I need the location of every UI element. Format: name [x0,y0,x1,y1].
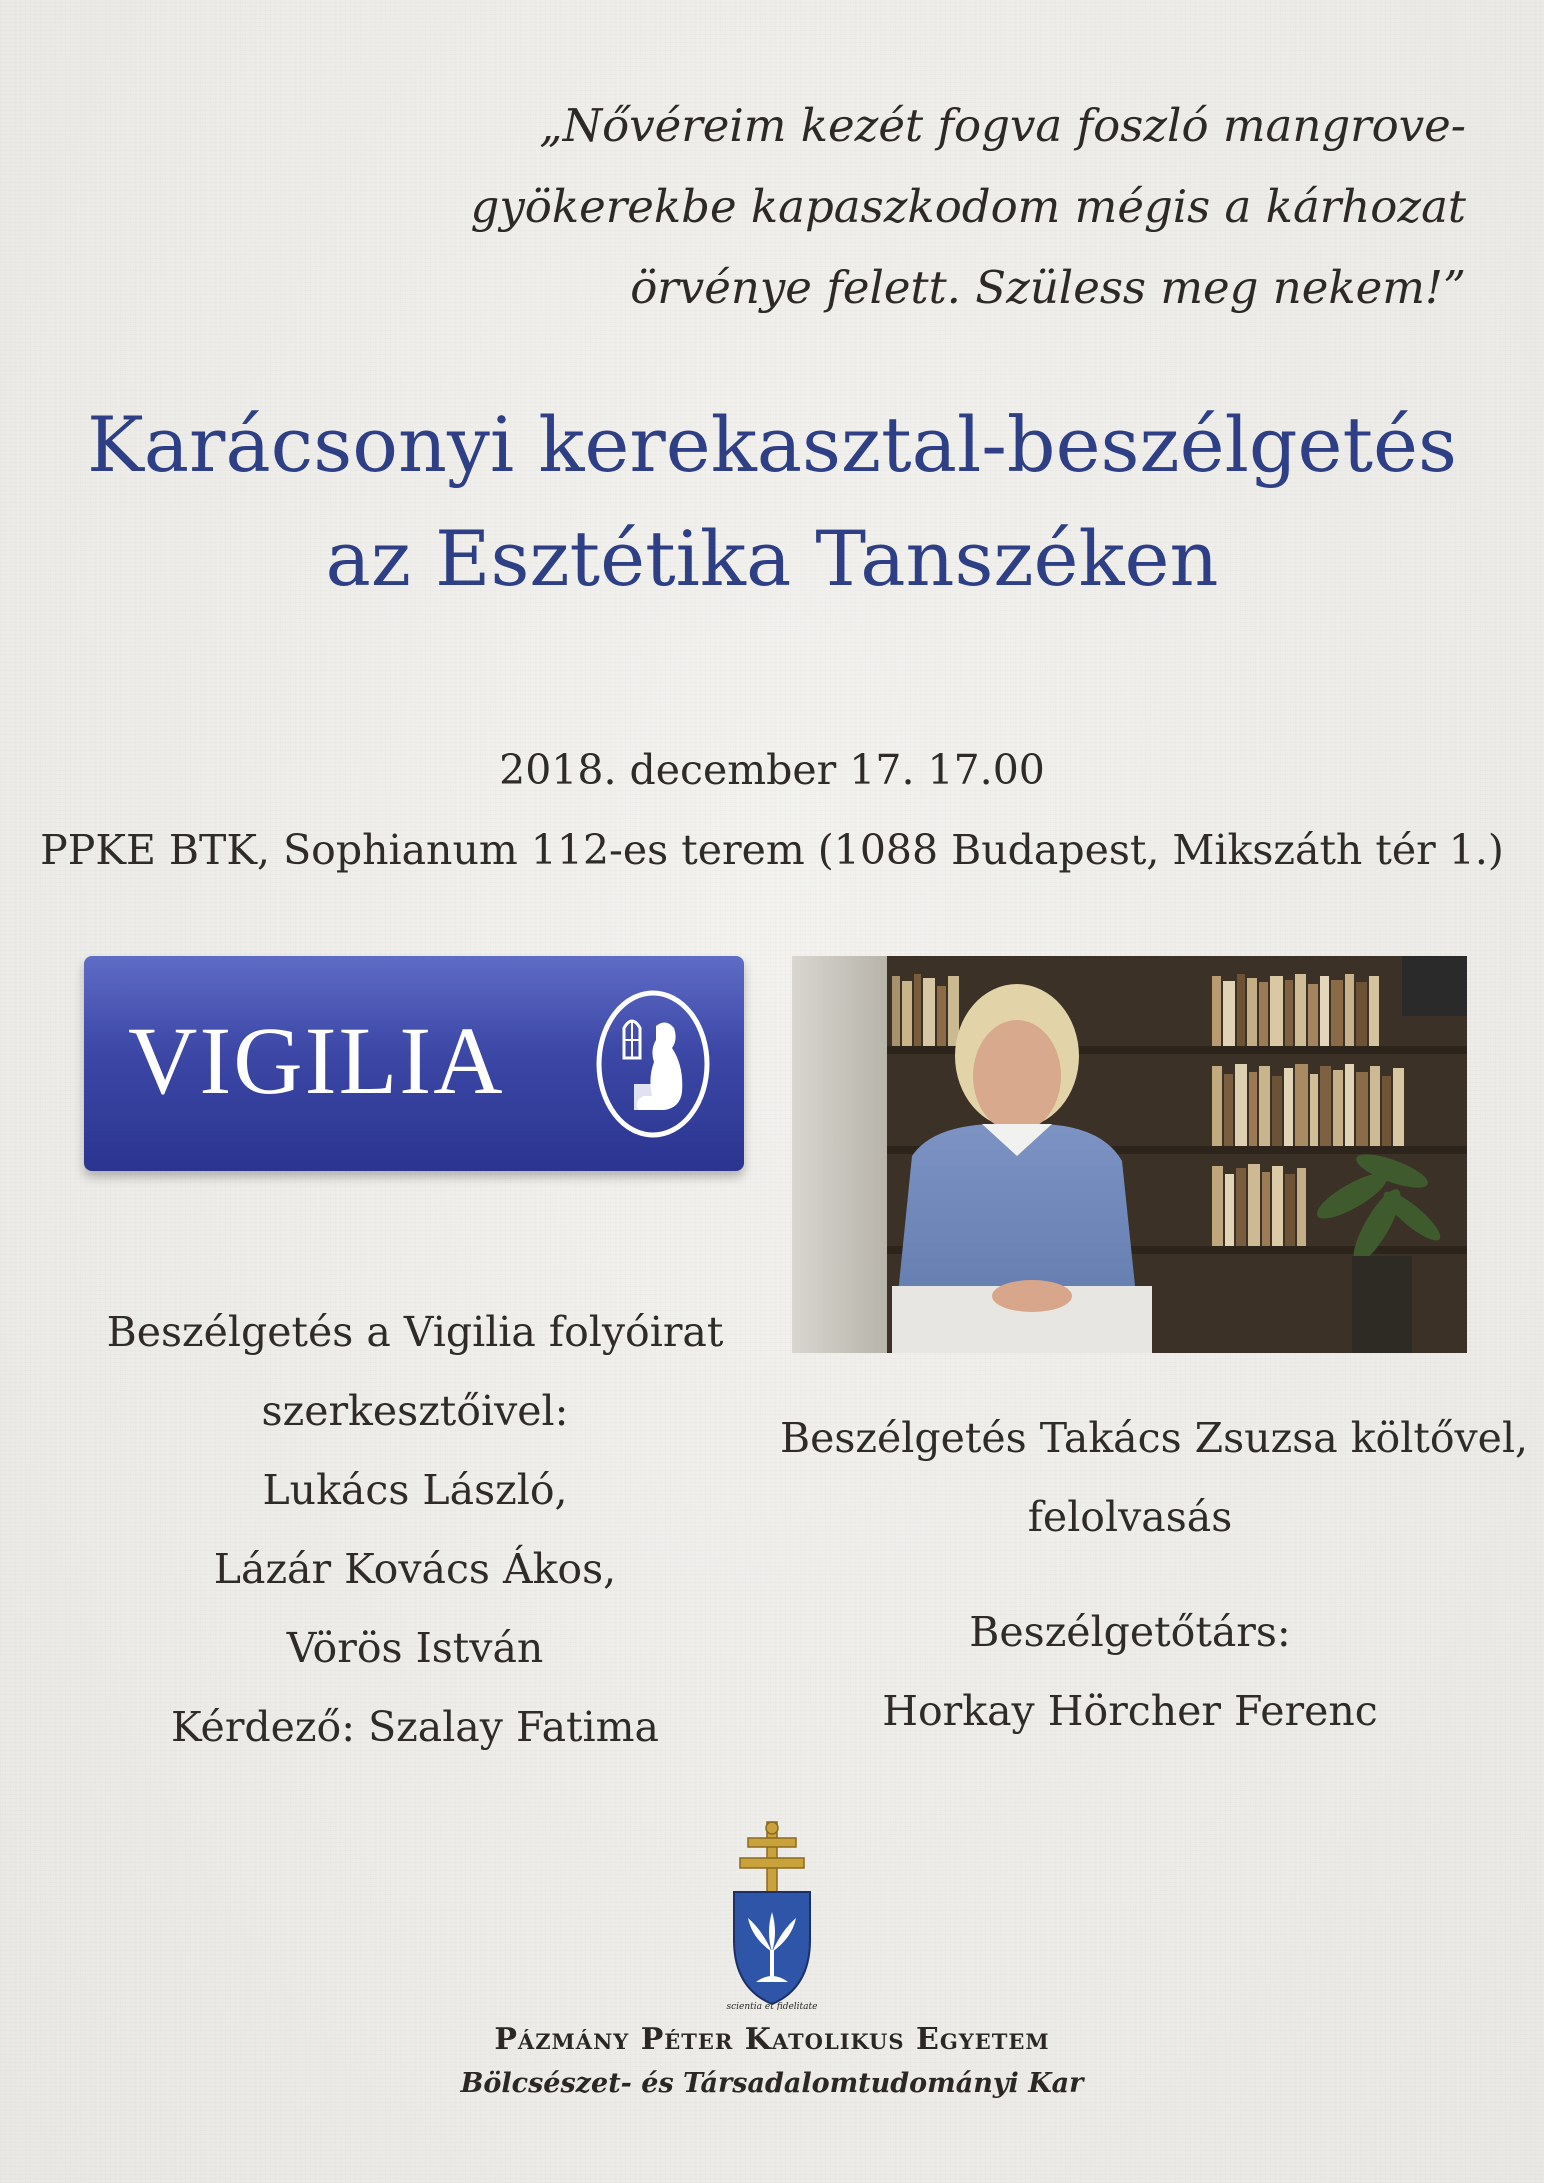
partner-name: Horkay Hörcher Ferenc [882,1687,1378,1735]
event-title [0,388,1544,616]
title-line-1: Karácsonyi kerekasztal-beszélgetés [86,400,1458,489]
university-name: Pázmány Péter Katolikus Egyetem [494,2022,1050,2057]
event-venue: PPKE BTK, Sophianum 112-es terem (1088 Budapest, Mikszáth tér 1.) [40,826,1504,874]
university-crest-icon [726,1820,818,2010]
left-col-line: Beszélgetés a Vigilia folyóirat [106,1308,724,1356]
title-line-2: az Esztétika Tanszéken [325,514,1219,603]
poet-discussion [780,1399,1529,1751]
left-col-line: Lázár Kovács Ákos, [213,1545,617,1593]
poet-photo [792,956,1467,1353]
epigraph-quote [366,85,1466,328]
quote-line: „Nővéreim kezét fogva foszló mangrove- [539,99,1466,152]
left-col-line: Lukács László, [262,1466,568,1514]
faculty-name: Bölcsészet- és Társadalomtudományi Kar [460,2068,1084,2099]
event-date: 2018. december 17. 17.00 [499,746,1045,794]
left-col-line: szerkesztőivel: [261,1387,569,1435]
quote-line: örvénye felett. Szüless meg nekem!” [630,261,1466,314]
vigilia-logo [84,956,744,1171]
left-col-line: Vörös István [286,1624,544,1672]
vigilia-discussion [90,1293,740,1767]
right-col-line: Beszélgetés Takács Zsuzsa költővel, [780,1414,1529,1462]
vigilia-emblem-icon [594,988,712,1140]
vigilia-logo-text: VIGILIA [128,1007,505,1114]
left-col-line: Kérdező: Szalay Fatima [171,1703,659,1751]
partner-label: Beszélgetőtárs: [969,1608,1291,1656]
crest-motto: scientia et fidelitate [726,2002,818,2010]
quote-line: gyökerekbe kapaszkodom mégis a kárhozat [470,180,1466,233]
right-col-line: felolvasás [1027,1493,1233,1541]
